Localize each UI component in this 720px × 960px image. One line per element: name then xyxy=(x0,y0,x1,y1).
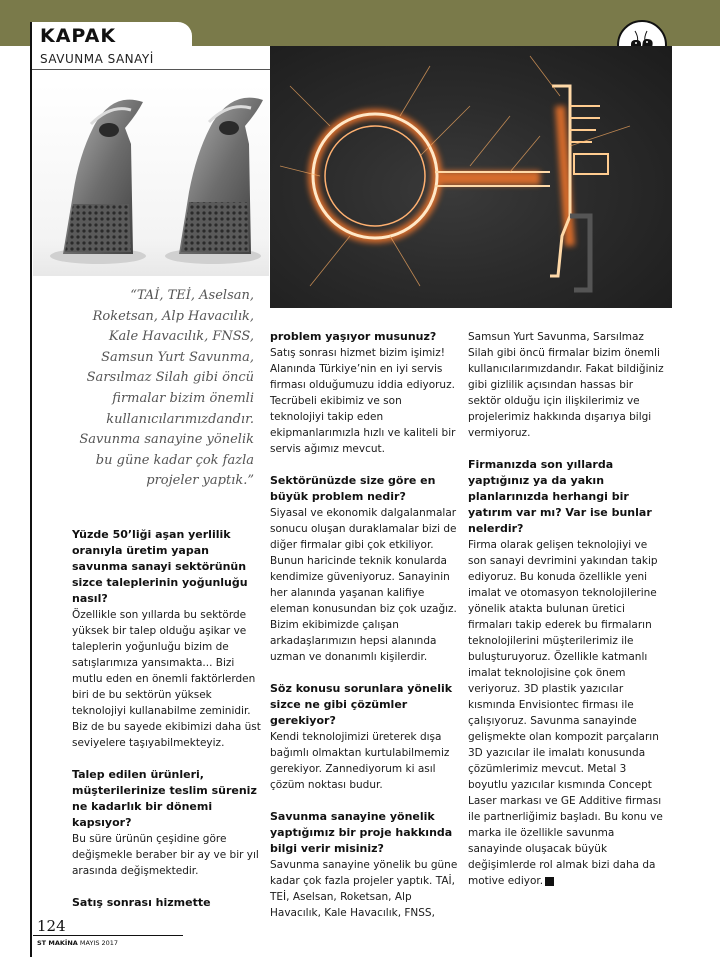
end-of-article-icon xyxy=(545,877,554,886)
answer-paragraph: Firma olarak gelişen teknolojiyi ve son sanayi devrimini yakından takip ediyoruz. Bu konuda özellikle yeni imalat ve otomasyon teknolojilerine yönelik atakta bulunan üretici firmaları takip ederek bu firmaların teknolojilerini müşterilerimiz ile buluşturuyoruz. Özellikle katmanlı imalat teknolojisine çok önem veriyoruz. 3D plastik yazıcılar kısmında Envisiontec firması ile çalışıyoruz. Savunma sanayinde gelişmekte olan kompozit parçaların 3D yazıcılar ile imalatı konusunda çözümlerimiz mevcut. Metal 3 boyutlu yazıcılar kısmında Concept Laser markası ve GE Additive firması ile partnerliğimiz başladı. Bu konu ve marka ile özellikle savunma sanayinde oluşacak büyük değişimlerde rol almak bizi daha da motive ediyor. xyxy=(468,539,663,887)
text-column-2 xyxy=(270,329,458,937)
issue-date: MAYIS 2017 xyxy=(79,939,119,947)
question-heading: problem yaşıyor musunuz? xyxy=(270,330,437,343)
magazine-name: ST MAKİNA xyxy=(37,939,78,947)
answer-paragraph: Satış sonrası hizmet bizim işimiz! Alanında Türkiye’nin en iyi servis firması olduğumuzu iddia ediyoruz. Tecrübeli ekibimiz ve son teknolojiyi takip eden ekipmanlarımızla hızlı ve kaliteli bir servis ağımız mevcut. xyxy=(270,347,456,455)
page-number: 124 xyxy=(37,917,66,935)
answer-paragraph: Bu süre ürünün çeşidine göre değişmekle beraber bir ay ve bir yıl arasında değişmektedir. xyxy=(72,833,259,877)
text-column-1 xyxy=(72,527,264,911)
left-margin-rule xyxy=(30,22,32,957)
footer-divider xyxy=(33,935,183,936)
question-heading: Söz konusu sorunlara yönelik sizce ne gibi çözümler gerekiyor? xyxy=(270,682,453,727)
text-column-3 xyxy=(468,329,664,889)
answer-paragraph: Kendi teknolojimizi üreterek dışa bağımlı olmaktan kurtulabilmemiz gerekiyor. Zannediyorum ki asıl çözüm noktası budur. xyxy=(270,731,450,791)
answer-paragraph: Samsun Yurt Savunma, Sarsılmaz Silah gibi öncü firmalar bizim önemli kullanıcılarımızdandır. Fakat bildiğiniz gibi gizlilik açısından hassas bir sektör olduğu için ilişkilerimiz ve projelerimiz hakkında dışarıya bilgi vermiyoruz. xyxy=(468,331,664,439)
printed-metal-parts-photo xyxy=(33,84,269,276)
question-heading: Satış sonrası hizmette xyxy=(72,896,211,909)
question-heading: Yüzde 50’liği aşan yerlilik oranıyla üretim yapan savunma sanayi sektörünün sizce taleplerinin yoğunluğu nasıl? xyxy=(72,528,248,605)
question-heading: Savunma sanayine yönelik yaptığımız bir proje hakkında bilgi verir misiniz? xyxy=(270,810,453,855)
section-title: KAPAK xyxy=(40,25,117,47)
question-heading: Sektörünüzde size göre en büyük problem nedir? xyxy=(270,474,436,503)
answer-paragraph: Özellikle son yıllarda bu sektörde yüksek bir talep olduğu aşikar ve taleplerin yoğunluğu bizim de satışlarımıza yansımakta... Bizi mutlu eden en önemli faktörlerden biri de bu sektörün yüksek teknolojiyi kullanabilme zeminidir. Biz de bu sayede ekibimizi daha üst seviyelere taşıyabilmekteyiz. xyxy=(72,609,261,749)
answer-paragraph: Siyasal ve ekonomik dalgalanmalar sonucu oluşan duraklamalar bizi de diğer firmalar gibi çok etkiliyor. Bunun haricinde teknik konularda kendimize güveniyoruz. Sanayinin her alanında yaşanan kalifiye eleman konusundan biz çok uzağız. Bizim ekibimizde çalışan arkadaşlarımızın hepsi alanında uzman ve donanımlı kişilerdir. xyxy=(270,507,457,663)
laser-sintering-photo xyxy=(270,46,672,308)
pull-quote: “TAİ, TEİ, Aselsan, Roketsan, Alp Havacılık, Kale Havacılık, FNSS, Samsun Yurt Savunma, Sarsılmaz Silah gibi öncü firmalar bizim önemli kullanıcılarımızdandır. Savunma sanayine yönelik bu güne kadar çok fazla projeler yaptık.” xyxy=(79,288,254,489)
section-subtitle: SAVUNMA SANAYİ xyxy=(40,52,154,66)
answer-paragraph: Savunma sanayine yönelik bu güne kadar çok fazla projeler yaptık. TAİ, TEİ, Aselsan, Roketsan, Alp Havacılık, Kale Havacılık, FNSS, xyxy=(270,859,458,919)
question-heading: Talep edilen ürünleri, müşterilerinize teslim süreniz ne kadarlık bir dönemi kapsıyor? xyxy=(72,768,257,829)
footer-credit xyxy=(37,939,118,947)
question-heading: Firmanızda son yıllarda yaptığınız ya da yakın planlarınızda herhangi bir yatırım var mı? Var ise bunlar nelerdir? xyxy=(468,458,652,535)
header-divider xyxy=(32,69,270,70)
